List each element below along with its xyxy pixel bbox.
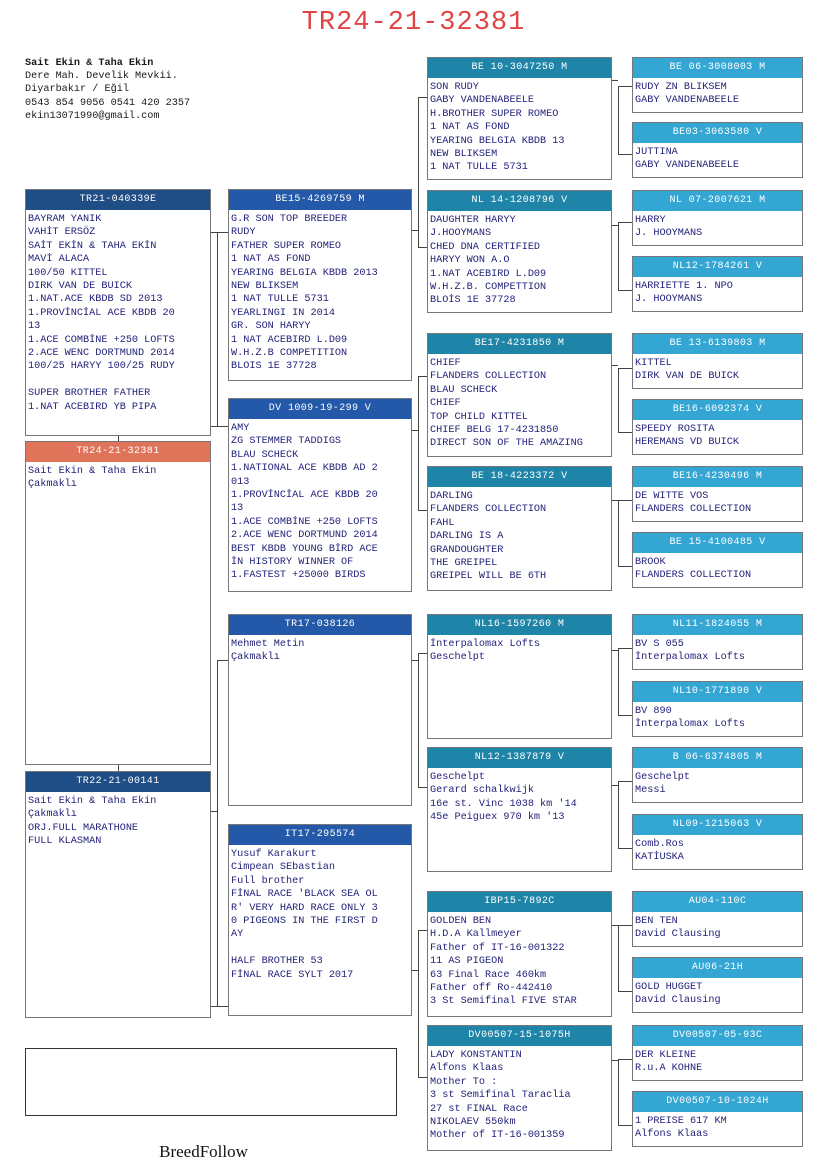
connector-line — [618, 222, 632, 223]
detail-line: J. HOOYMANS — [635, 228, 703, 240]
detail-line: Çakmaklı — [28, 479, 77, 491]
card-details — [229, 210, 411, 374]
connector-line — [118, 436, 119, 441]
connector-line — [618, 1059, 632, 1060]
g4-card-12[interactable] — [632, 814, 803, 870]
detail-line: JUTTINA — [635, 147, 678, 158]
connector-line — [618, 1059, 619, 1125]
g3-card-2[interactable] — [427, 190, 612, 313]
connector-line — [618, 781, 619, 848]
pedigree-title: TR24-21-32381 — [301, 8, 526, 38]
connector-line — [418, 376, 427, 377]
connector-line — [618, 432, 632, 433]
notes-box — [25, 1048, 397, 1116]
detail-line: AMY — [231, 423, 250, 434]
detail-line: 1 PREISE 617 KM — [635, 1116, 727, 1127]
detail-line: KITTEL — [635, 358, 672, 369]
ring-number: NL12-1387879 V — [428, 748, 611, 768]
card-details — [428, 1046, 611, 1143]
detail-line: Cimpean SEbastian — [231, 862, 335, 874]
detail-line: 1 NAT TULLE 5731 — [430, 162, 528, 174]
detail-line: 27 st FINAL Race — [430, 1103, 528, 1115]
detail-line: Full brother — [231, 875, 305, 887]
ring-number: BE17-4231850 M — [428, 334, 611, 354]
ring-number: NL 14-1208796 V — [428, 191, 611, 211]
connector-line — [217, 232, 218, 427]
connector-line — [217, 1006, 228, 1007]
connector-line — [618, 222, 619, 290]
connector-line — [418, 653, 427, 654]
connector-line — [618, 715, 632, 716]
ring-number: DV00507-15-1075H — [428, 1026, 611, 1046]
connector-line — [418, 97, 419, 247]
detail-line: GRANDOUGHTER — [430, 544, 504, 556]
connector-line — [418, 376, 419, 510]
detail-line: 1.NAT ACEBIRD YB PIPA — [28, 401, 157, 413]
detail-line: BEST KBDB YOUNG BİRD ACE — [231, 543, 378, 555]
connector-line — [418, 653, 419, 787]
g3-card-5[interactable] — [427, 614, 612, 739]
connector-line — [612, 365, 618, 366]
connector-line — [618, 991, 632, 992]
detail-line: Father of IT-16-001322 — [430, 942, 565, 954]
detail-line: MAVİ ALACA — [28, 254, 90, 266]
card-details — [428, 354, 611, 451]
connector-line — [618, 86, 632, 87]
g3-card-3[interactable] — [427, 333, 612, 457]
detail-line: 63 Final Race 460km — [430, 969, 547, 981]
detail-line: BLOIS 1E 37728 — [231, 361, 317, 373]
detail-line: 100/50 KITTEL — [28, 267, 108, 279]
detail-line: Çakmaklı — [28, 809, 77, 821]
connector-line — [217, 232, 228, 233]
ring-number: TR21-040339E — [26, 190, 210, 210]
g3-card-1[interactable] — [427, 57, 612, 180]
detail-line: CHIEF — [430, 398, 461, 410]
detail-line: Çakmaklı — [231, 652, 280, 664]
detail-line: NEW BLIKSEM — [231, 281, 299, 293]
g4-card-16[interactable] — [632, 1091, 803, 1147]
g3-card-7[interactable] — [427, 891, 612, 1017]
owner-address: Dere Mah. Develik Mevkii. — [25, 71, 178, 83]
detail-line: 2.ACE WENC DORTMUND 2014 — [231, 530, 378, 542]
detail-line: İnterpalomax Lofts — [635, 652, 746, 664]
detail-line: 13 — [231, 503, 244, 515]
owner-info — [25, 57, 190, 123]
detail-line: Sait Ekin & Taha Ekin — [28, 466, 157, 477]
detail-line: GABY VANDENABEELE — [635, 160, 739, 172]
ring-number: BE16-6092374 V — [633, 400, 802, 420]
detail-line: FLANDERS COLLECTION — [635, 504, 752, 516]
detail-line: DAUGHTER HARYY — [430, 215, 516, 226]
connector-line — [618, 86, 619, 154]
dam-card[interactable] — [25, 771, 211, 1018]
g4-card-10[interactable] — [632, 681, 803, 737]
connector-line — [612, 80, 618, 81]
detail-line: SAİT EKİN & TAHA EKİN — [28, 240, 157, 252]
detail-line: HARRY — [635, 215, 666, 226]
detail-line: 1.NAT.ACE KBDB SD 2013 — [28, 294, 163, 306]
connector-line — [618, 368, 619, 432]
card-details — [633, 702, 802, 732]
detail-line: GREIPEL WILL BE 6TH — [430, 571, 547, 583]
detail-line: İnterpalomax Lofts — [635, 719, 746, 731]
detail-line: GABY VANDENABEELE — [635, 95, 739, 107]
connector-line — [217, 660, 218, 1006]
detail-line: DIRECT SON OF THE AMAZING — [430, 438, 583, 450]
detail-line: HALF BROTHER 53 — [231, 956, 323, 968]
g4-card-5[interactable] — [632, 333, 803, 389]
detail-line: H.BROTHER SUPER ROMEO — [430, 108, 559, 120]
ring-number: DV00507-05-93C — [633, 1026, 802, 1046]
owner-name: Sait Ekin & Taha Ekin — [25, 58, 154, 69]
connector-line — [418, 510, 427, 511]
detail-line: 1 NAT AS FOND — [430, 122, 510, 134]
card-details — [633, 978, 802, 1008]
detail-line: GOLDEN BEN — [430, 916, 492, 927]
ring-number: NL16-1597260 M — [428, 615, 611, 635]
card-details — [428, 487, 611, 584]
detail-line: 1.ACE COMBİNE +250 LOFTS — [28, 334, 175, 346]
ring-number: NL09-1215063 V — [633, 815, 802, 835]
sire-card[interactable] — [25, 189, 211, 436]
connector-line — [618, 566, 632, 567]
card-details — [428, 635, 611, 665]
detail-line: RUDY — [231, 227, 256, 239]
detail-line: BLOİS 1E 37728 — [430, 295, 516, 307]
g3-card-8[interactable] — [427, 1025, 612, 1151]
detail-line: R' VERY HARD RACE ONLY 3 — [231, 902, 378, 914]
ring-number: BE 06-3008003 M — [633, 58, 802, 78]
detail-line: David Clausing — [635, 995, 721, 1007]
g4-card-13[interactable] — [632, 891, 803, 947]
connector-line — [418, 97, 427, 98]
detail-line: ZG STEMMER TADDIGS — [231, 436, 342, 448]
ring-number: BE 15-4100485 V — [633, 533, 802, 553]
detail-line: BV 890 — [635, 706, 672, 717]
owner-city: Diyarbakır / Eğil — [25, 84, 129, 96]
detail-line: 1.ACE COMBİNE +250 LOFTS — [231, 516, 378, 528]
detail-line: 013 — [231, 476, 250, 488]
detail-line: Sait Ekin & Taha Ekin — [28, 796, 157, 807]
detail-line: Geschelpt — [430, 652, 486, 664]
ring-number: IT17-295574 — [229, 825, 411, 845]
detail-line: GABY VANDENABEELE — [430, 95, 534, 107]
ring-number: AU06-21H — [633, 958, 802, 978]
g4-card-7[interactable] — [632, 466, 803, 522]
detail-line: Yusuf Karakurt — [231, 849, 317, 860]
detail-line: 1.FASTEST +25000 BIRDS — [231, 570, 366, 582]
connector-line — [418, 247, 427, 248]
g4-card-9[interactable] — [632, 614, 803, 670]
owner-phone: 0543 854 9056 0541 420 2357 — [25, 97, 191, 109]
connector-line — [418, 1077, 427, 1078]
g4-card-8[interactable] — [632, 532, 803, 588]
card-details — [229, 845, 411, 982]
owner-email: ekin13071990@gmail.com — [25, 110, 160, 122]
detail-line: THE GREIPEL — [430, 558, 498, 570]
card-details — [633, 277, 802, 307]
detail-line: DARLING IS A — [430, 531, 504, 543]
g4-card-15[interactable] — [632, 1025, 803, 1081]
detail-line: H.D.A Kallmeyer — [430, 929, 522, 941]
card-details — [633, 420, 802, 450]
connector-line — [118, 765, 119, 771]
ring-number: AU04-110C — [633, 892, 802, 912]
detail-line: 3 St Semifinal FIVE STAR — [430, 996, 577, 1008]
detail-line: LADY KONSTANTIN — [430, 1050, 522, 1061]
card-details — [633, 635, 802, 665]
detail-line: BLAU SCHECK — [430, 384, 498, 396]
ring-number: BE15-4269759 M — [229, 190, 411, 210]
detail-line: YEARING BELGIA KBDB 2013 — [231, 267, 378, 279]
card-details — [633, 78, 802, 108]
detail-line: Mother To : — [430, 1076, 498, 1088]
g3-card-4[interactable] — [427, 466, 612, 591]
ring-number: IBP15-7892C — [428, 892, 611, 912]
connector-line — [618, 648, 619, 715]
detail-line: 13 — [28, 321, 41, 333]
detail-line: BLAU SCHECK — [231, 449, 299, 461]
detail-line: ORJ.FULL MARATHONE — [28, 822, 139, 834]
card-details — [229, 635, 411, 665]
detail-line: YEARLINGI IN 2014 — [231, 307, 335, 319]
detail-line: 1 NAT AS FOND — [231, 254, 311, 266]
connector-line — [618, 290, 632, 291]
detail-line: SUPER BROTHER FATHER — [28, 388, 151, 400]
card-details — [633, 768, 802, 798]
ring-number: NL12-1784261 V — [633, 257, 802, 277]
g4-card-6[interactable] — [632, 399, 803, 455]
detail-line: 1 NAT TULLE 5731 — [231, 294, 329, 306]
detail-line: 45e Peiguex 970 km '13 — [430, 812, 565, 824]
card-details — [633, 354, 802, 384]
ring-number: DV 1009-19-299 V — [229, 399, 411, 419]
ring-number: NL11-1824055 M — [633, 615, 802, 635]
ring-number: BE 13-6139803 M — [633, 334, 802, 354]
detail-line: R.u.A KOHNE — [635, 1063, 703, 1075]
ring-number: BE 10-3047250 M — [428, 58, 611, 78]
detail-line: J. HOOYMANS — [635, 294, 703, 306]
detail-line — [231, 942, 411, 955]
detail-line: FATHER SUPER ROMEO — [231, 240, 342, 252]
g2-card-4[interactable] — [228, 824, 412, 1016]
ring-number: TR17-038126 — [229, 615, 411, 635]
detail-line: VAHİT ERSÖZ — [28, 227, 96, 239]
detail-line: BV S 055 — [635, 639, 684, 650]
detail-line: HEREMANS VD BUICK — [635, 437, 739, 449]
card-details — [633, 835, 802, 865]
detail-line: David Clausing — [635, 929, 721, 941]
ring-number: BE03-3063580 V — [633, 123, 802, 143]
detail-line: DER KLEINE — [635, 1050, 697, 1061]
detail-line: Messi — [635, 785, 666, 797]
detail-line: Comb.Ros — [635, 839, 684, 850]
card-details — [633, 912, 802, 942]
subject-card[interactable] — [25, 441, 211, 765]
connector-line — [618, 648, 632, 649]
ring-number: BE 18-4223372 V — [428, 467, 611, 487]
connector-line — [618, 1125, 632, 1126]
detail-line: Father off Ro-442410 — [430, 983, 553, 995]
g2-card-3[interactable] — [228, 614, 412, 806]
detail-line: BAYRAM YANIK — [28, 214, 102, 225]
detail-line: G.R SON TOP BREEDER — [231, 214, 348, 225]
detail-line: Alfons Klaas — [635, 1129, 709, 1141]
card-details — [633, 143, 802, 173]
detail-line: DE WITTE VOS — [635, 491, 709, 502]
detail-line: 1.PROVİNCİAL ACE KBDB 20 — [231, 490, 378, 502]
detail-line: DIRK VAN DE BUICK — [635, 371, 739, 383]
detail-line: 100/25 HARYY 100/25 RUDY — [28, 361, 175, 373]
detail-line: 16e st. Vinc 1038 km '14 — [430, 798, 577, 810]
card-details — [428, 78, 611, 175]
detail-line: 0 PIGEONS IN THE FIRST D — [231, 916, 378, 928]
g3-card-6[interactable] — [427, 747, 612, 872]
ring-number: TR24-21-32381 — [26, 442, 210, 462]
detail-line: İN HISTORY WINNER OF — [231, 557, 354, 569]
g4-card-11[interactable] — [632, 747, 803, 803]
brand-footer: BreedFollow — [159, 1142, 248, 1161]
detail-line: FLANDERS COLLECTION — [430, 504, 547, 516]
detail-line: FİNAL RACE SYLT 2017 — [231, 969, 354, 981]
detail-line: FİNAL RACE 'BLACK SEA OL — [231, 889, 378, 901]
connector-line — [418, 930, 427, 931]
detail-line: DARLING — [430, 491, 473, 502]
connector-line — [618, 500, 619, 566]
detail-line: Alfons Klaas — [430, 1063, 504, 1075]
detail-line: Geschelpt — [430, 772, 486, 783]
ring-number: BE16-4230496 M — [633, 467, 802, 487]
card-details — [428, 768, 611, 825]
detail-line: RUDY ZN BLIKSEM — [635, 82, 727, 93]
detail-line: FULL KLASMAN — [28, 836, 102, 848]
connector-line — [618, 925, 632, 926]
detail-line: DIRK VAN DE BUICK — [28, 281, 132, 293]
connector-line — [418, 930, 419, 1077]
detail-line: 3 st Semifinal Taraclia — [430, 1090, 571, 1102]
detail-line: BROOK — [635, 557, 666, 568]
connector-line — [217, 426, 228, 427]
detail-line: CHIEF BELG 17-4231850 — [430, 425, 559, 437]
detail-line: SON RUDY — [430, 82, 479, 93]
g2-card-1[interactable] — [228, 189, 412, 381]
card-details — [26, 462, 210, 492]
card-details — [633, 553, 802, 583]
detail-line: GR. SON HARYY — [231, 321, 311, 333]
detail-line: FLANDERS COLLECTION — [635, 570, 752, 582]
detail-line: CHED DNA CERTIFIED — [430, 241, 541, 253]
detail-line: FAHL — [430, 517, 455, 529]
g4-card-4[interactable] — [632, 256, 803, 312]
ring-number: B 06-6374805 M — [633, 748, 802, 768]
g4-card-1[interactable] — [632, 57, 803, 113]
ring-number: NL10-1771890 V — [633, 682, 802, 702]
detail-line: 1.NAT ACEBIRD L.D09 — [430, 268, 547, 280]
card-details — [428, 912, 611, 1009]
card-details — [26, 210, 210, 414]
ring-number: NL 07-2007621 M — [633, 191, 802, 211]
detail-line: SPEEDY ROSITA — [635, 424, 715, 435]
card-details — [428, 211, 611, 308]
detail-line: BEN TEN — [635, 916, 678, 927]
connector-line — [618, 500, 632, 501]
detail-line: HARYY WON A.O — [430, 255, 510, 267]
detail-line: 11 AS PIGEON — [430, 956, 504, 968]
detail-line: YEARING BELGIA KBDB 13 — [430, 135, 565, 147]
detail-line: W.H.Z.B. COMPETTION — [430, 282, 547, 294]
card-details — [633, 211, 802, 241]
g4-card-2[interactable] — [632, 122, 803, 178]
card-details — [229, 419, 411, 583]
detail-line: KATİUSKA — [635, 852, 684, 864]
connector-line — [418, 787, 427, 788]
detail-line: AY — [231, 929, 244, 941]
detail-line: J.HOOYMANS — [430, 228, 492, 240]
detail-line: FLANDERS COLLECTION — [430, 371, 547, 383]
connector-line — [217, 660, 228, 661]
detail-line: 1.NATIONAL ACE KBDB AD 2 — [231, 463, 378, 475]
detail-line: Gerard schalkwijk — [430, 785, 534, 797]
ring-number: TR22-21-00141 — [26, 772, 210, 792]
detail-line: CHIEF — [430, 358, 461, 369]
connector-line — [618, 154, 632, 155]
detail-line: HARRIETTE 1. NPO — [635, 281, 733, 292]
card-details — [633, 1046, 802, 1076]
detail-line: W.H.Z.B COMPETITION — [231, 348, 348, 360]
connector-line — [618, 781, 632, 782]
g2-card-2[interactable] — [228, 398, 412, 592]
detail-line: Mother of IT-16-001359 — [430, 1130, 565, 1142]
detail-line: NIKOLAEV 550km — [430, 1117, 516, 1129]
connector-line — [618, 368, 632, 369]
detail-line: TOP CHILD KITTEL — [430, 411, 528, 423]
card-details — [26, 792, 210, 849]
detail-line: 1.PROVİNCİAL ACE KBDB 20 — [28, 307, 175, 319]
detail-line: GOLD HUGGET — [635, 982, 703, 993]
detail-line: Geschelpt — [635, 772, 691, 783]
connector-line — [618, 925, 619, 991]
detail-line — [28, 374, 210, 387]
connector-line — [618, 848, 632, 849]
g4-card-3[interactable] — [632, 190, 803, 246]
g4-card-14[interactable] — [632, 957, 803, 1013]
detail-line: İnterpalomax Lofts — [430, 639, 541, 650]
card-details — [633, 487, 802, 517]
ring-number: DV00507-10-1024H — [633, 1092, 802, 1112]
detail-line: NEW BLIKSEM — [430, 149, 498, 161]
detail-line: Mehmet Metin — [231, 639, 305, 650]
card-details — [633, 1112, 802, 1142]
detail-line: 1 NAT ACEBIRD L.D09 — [231, 334, 348, 346]
detail-line: 2.ACE WENC DORTMUND 2014 — [28, 348, 175, 360]
